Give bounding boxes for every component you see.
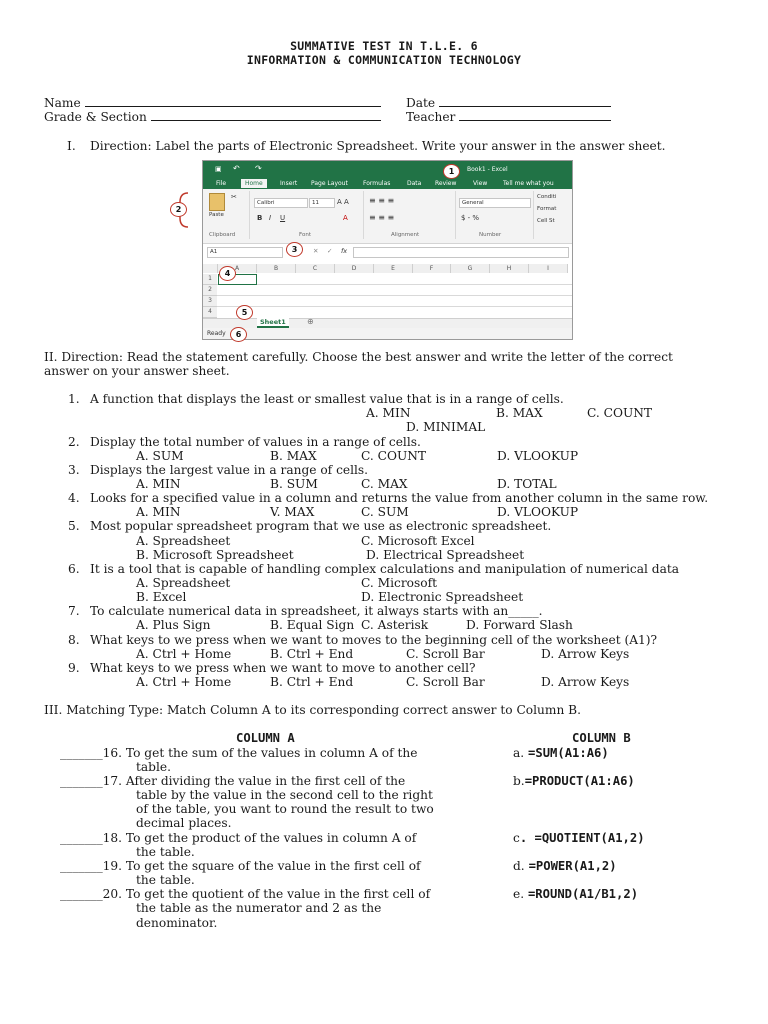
column-header[interactable]: C [296, 264, 335, 273]
part3-direction: III. Matching Type: Match Column A to its corresponding correct answer to Column B. [44, 703, 581, 717]
question-text: What keys to we press when we want to move to another cell? [90, 661, 476, 675]
question-text: What keys to we press when we want to moves to the beginning cell of the worksheet (A1)? [90, 633, 658, 647]
teacher-blank[interactable] [459, 110, 611, 121]
answer-a: a. =SUM(A1:A6) [513, 746, 609, 760]
answer-d: d. =POWER(A1,2) [513, 859, 617, 873]
column-header[interactable]: E [374, 264, 413, 273]
status-text: Ready [207, 330, 226, 337]
grade-section-label: Grade & Section [44, 110, 147, 124]
column-b-heading: COLUMN B [572, 731, 631, 745]
undo-icon: ↶ [233, 164, 240, 173]
divider [533, 191, 534, 239]
choice-d: D. Arrow Keys [541, 647, 630, 661]
choice-a: A. MIN [366, 406, 411, 420]
enter-icon[interactable]: ✓ [327, 247, 333, 255]
row-header[interactable]: 2 [203, 285, 217, 296]
matching-item-line: table by the value in the second cell to the right [136, 788, 433, 802]
choice-a: A. MIN [136, 505, 181, 519]
test-subtitle: INFORMATION & COMMUNICATION TECHNOLOGY [246, 53, 522, 67]
matching-item-line: denominator. [136, 916, 218, 930]
group-alignment: Alignment [391, 232, 420, 238]
choice-d: D. VLOOKUP [497, 449, 579, 463]
select-all-corner[interactable] [203, 264, 218, 273]
choice-d: D. Forward Slash [466, 618, 573, 632]
align-left-icon[interactable]: ≡ ≡ ≡ [369, 213, 395, 222]
divider [363, 191, 364, 239]
column-header[interactable]: H [490, 264, 529, 273]
part2-direction-line1: II. Direction: Read the statement carefully. Choose the best answer and write the letter of the correct [44, 350, 673, 364]
matching-item-line: of the table, you want to round the result to two [136, 802, 434, 816]
choice-a: A. Plus Sign [136, 618, 211, 632]
formula: =SUM(A1:A6) [528, 746, 609, 760]
choice-d: D. MINIMAL [406, 420, 486, 434]
tab-file[interactable]: File [216, 180, 227, 187]
grid-line [217, 295, 572, 296]
choice-a: A. Spreadsheet [136, 534, 231, 548]
excel-title-bar [203, 161, 572, 178]
answer-blank[interactable]: _______ [60, 774, 103, 788]
grade-section-blank[interactable] [151, 110, 381, 121]
tab-formulas[interactable]: Formulas [363, 180, 391, 187]
format-table-button[interactable]: Format [537, 206, 557, 212]
excel-title: Book1 - Excel [467, 166, 508, 173]
teacher-label: Teacher [406, 110, 456, 124]
answer-blank[interactable]: _______ [60, 887, 103, 901]
question-text: It is a tool that is capable of handling complex calculations and manipulation of numerical data [90, 562, 680, 576]
callout-4: 4 [219, 266, 236, 281]
choice-b: B. MAX [496, 406, 543, 420]
divider [455, 191, 456, 239]
formula-bar[interactable] [353, 247, 569, 258]
part2-direction-line2: answer on your answer sheet. [44, 364, 230, 378]
conditional-format-button[interactable]: Conditi [537, 194, 557, 200]
matching-item-17: _______17. After dividing the value in the first cell of the [60, 774, 406, 788]
answer-e: e. =ROUND(A1/B1,2) [513, 887, 639, 901]
test-title: SUMMATIVE TEST IN T.L.E. 6 [290, 39, 478, 53]
matching-item-line: the table as the numerator and 2 as the [136, 901, 382, 915]
question-number: 4. [68, 491, 80, 505]
column-header[interactable]: F [413, 264, 451, 273]
group-number: Number [479, 232, 502, 238]
tab-home[interactable]: Home [241, 179, 267, 188]
choice-a: A. Spreadsheet [136, 576, 231, 590]
answer-c: c. =QUOTIENT(A1,2) [513, 831, 645, 845]
matching-item-16: _______16. To get the sum of the values in column A of the [60, 746, 418, 760]
font-color-icon[interactable]: A [343, 214, 348, 222]
name-blank[interactable] [85, 96, 381, 107]
choice-a: A. SUM [136, 449, 184, 463]
tab-review[interactable]: Review [435, 180, 457, 187]
column-header[interactable]: A [218, 264, 257, 273]
question-number: 8. [68, 633, 80, 647]
tab-insert[interactable]: Insert [280, 180, 298, 187]
question-number: 5. [68, 519, 80, 533]
status-bar [203, 328, 572, 339]
formula: =ROUND(A1/B1,2) [527, 887, 639, 901]
matching-item-line: table. [136, 760, 171, 774]
question-text: To calculate numerical data in spreadsheet, it always starts with an_____. [90, 604, 543, 618]
matching-item-line: the table. [136, 873, 195, 887]
paste-label: Paste [209, 212, 224, 218]
align-top-icon[interactable]: ≡ ≡ ≡ [369, 196, 395, 205]
formula: =PRODUCT(A1:A6) [524, 774, 635, 788]
currency-icon[interactable]: $ - % [461, 214, 480, 222]
choice-b: B. Ctrl + End [270, 675, 354, 689]
question-number: 2. [68, 435, 80, 449]
name-field [44, 96, 381, 110]
cut-icon[interactable]: ✂ [231, 193, 237, 201]
question-text: A function that displays the least or smallest value that is in a range of cells. [90, 392, 564, 406]
choice-c: C. SUM [361, 505, 409, 519]
answer-blank[interactable]: _______ [60, 831, 103, 845]
bold-icon[interactable]: B [257, 214, 263, 222]
choice-c: C. Asterisk [361, 618, 429, 632]
insert-function-icon[interactable]: fx [341, 247, 348, 255]
grid-line [217, 284, 572, 285]
matching-item-19: _______19. To get the square of the value in the first cell of [60, 859, 421, 873]
choice-b: B. Ctrl + End [270, 647, 354, 661]
question-text: Displays the largest value in a range of cells. [90, 463, 369, 477]
question-text: Looks for a specified value in a column and returns the value from another column in the same row. [90, 491, 709, 505]
choice-a: A. Ctrl + Home [136, 647, 232, 661]
answer-blank[interactable]: _______ [60, 859, 103, 873]
part1-direction: Direction: Label the parts of Electronic Spreadsheet. Write your answer in the answer sheet. [90, 139, 666, 153]
callout-2: 2 [170, 202, 187, 217]
grade-section-field [44, 110, 381, 124]
part1-number: I. [67, 139, 76, 153]
callout-1: 1 [443, 164, 460, 179]
answer-blank[interactable]: _______ [60, 746, 103, 760]
date-field [406, 96, 611, 110]
cancel-icon[interactable]: ✕ [313, 247, 319, 255]
ribbon-tabs [203, 178, 572, 189]
cell-styles-button[interactable]: Cell St [537, 218, 555, 224]
choice-a: A. Ctrl + Home [136, 675, 232, 689]
name-label: Name [44, 96, 81, 110]
paste-icon[interactable] [209, 193, 225, 211]
redo-icon: ↷ [255, 164, 262, 173]
group-clipboard: Clipboard [209, 232, 236, 238]
sheet-tab[interactable]: Sheet1 [257, 318, 289, 328]
formula: . =QUOTIENT(A1,2) [519, 831, 645, 845]
question-text: Display the total number of values in a range of cells. [90, 435, 421, 449]
question-number: 3. [68, 463, 80, 477]
choice-b: B. Equal Sign [270, 618, 355, 632]
question-number: 7. [68, 604, 80, 618]
italic-icon[interactable]: I [269, 214, 272, 222]
callout-6: 6 [230, 327, 247, 342]
date-blank[interactable] [439, 96, 611, 107]
question-number: 1. [68, 392, 80, 406]
choice-d: D. TOTAL [497, 477, 557, 491]
font-name-box[interactable]: Calibri [254, 198, 308, 208]
row-header[interactable]: 3 [203, 296, 217, 307]
choice-d: D. VLOOKUP [497, 505, 579, 519]
tab-page-layout[interactable]: Page Layout [311, 180, 348, 187]
grid-line [217, 306, 572, 307]
choice-b: V. MAX [270, 505, 315, 519]
column-header[interactable]: B [257, 264, 296, 273]
matching-item-line: the table. [136, 845, 195, 859]
choice-c: C. Scroll Bar [406, 675, 485, 689]
choice-c: C. Microsoft Excel [361, 534, 475, 548]
excel-screenshot [202, 160, 573, 340]
row-header[interactable]: 4 [203, 307, 217, 318]
question-number: 9. [68, 661, 80, 675]
tab-data[interactable]: Data [407, 180, 422, 187]
number-format-box[interactable]: General [459, 198, 531, 208]
ribbon [203, 189, 572, 244]
choice-b: B. SUM [270, 477, 318, 491]
choice-c: C. COUNT [361, 449, 427, 463]
question-number: 6. [68, 562, 80, 576]
choice-d: D. Arrow Keys [541, 675, 630, 689]
date-label: Date [406, 96, 436, 110]
row-header[interactable]: 1 [203, 274, 217, 285]
question-text: Most popular spreadsheet program that we use as electronic spreadsheet. [90, 519, 552, 533]
column-header[interactable]: D [335, 264, 374, 273]
name-box[interactable]: A1 [207, 247, 283, 258]
font-size-box[interactable]: 11 [309, 198, 335, 208]
choice-d: D. Electronic Spreadsheet [361, 590, 524, 604]
group-font: Font [299, 232, 311, 238]
column-header[interactable]: I [529, 264, 568, 273]
column-header[interactable]: G [451, 264, 490, 273]
choice-b: B. Microsoft Spreadsheet [136, 548, 294, 562]
choice-c: C. Microsoft [361, 576, 438, 590]
font-grow-icon[interactable]: A A [337, 198, 349, 206]
new-sheet-icon[interactable]: ⊕ [307, 317, 314, 326]
matching-item-18: _______18. To get the product of the values in column A of [60, 831, 417, 845]
choice-c: C. COUNT [587, 406, 653, 420]
choice-a: A. MIN [136, 477, 181, 491]
divider [249, 191, 250, 239]
tab-view[interactable]: View [473, 180, 488, 187]
callout-3: 3 [286, 242, 303, 257]
teacher-field [406, 110, 611, 124]
column-a-heading: COLUMN A [236, 731, 295, 745]
choice-b: B. MAX [270, 449, 317, 463]
matching-item-20: _______20. To get the quotient of the value in the first cell of [60, 887, 431, 901]
choice-c: C. MAX [361, 477, 408, 491]
underline-icon[interactable]: U [280, 214, 286, 222]
formula: =POWER(A1,2) [528, 859, 617, 873]
callout-5: 5 [236, 305, 253, 320]
matching-item-line: decimal places. [136, 816, 232, 830]
choice-d: D. Electrical Spreadsheet [366, 548, 525, 562]
save-icon: ▣ [215, 165, 222, 173]
choice-c: C. Scroll Bar [406, 647, 485, 661]
choice-b: B. Excel [136, 590, 187, 604]
tell-me-box[interactable]: Tell me what you [503, 180, 554, 187]
answer-b: b.=PRODUCT(A1:A6) [513, 774, 635, 788]
